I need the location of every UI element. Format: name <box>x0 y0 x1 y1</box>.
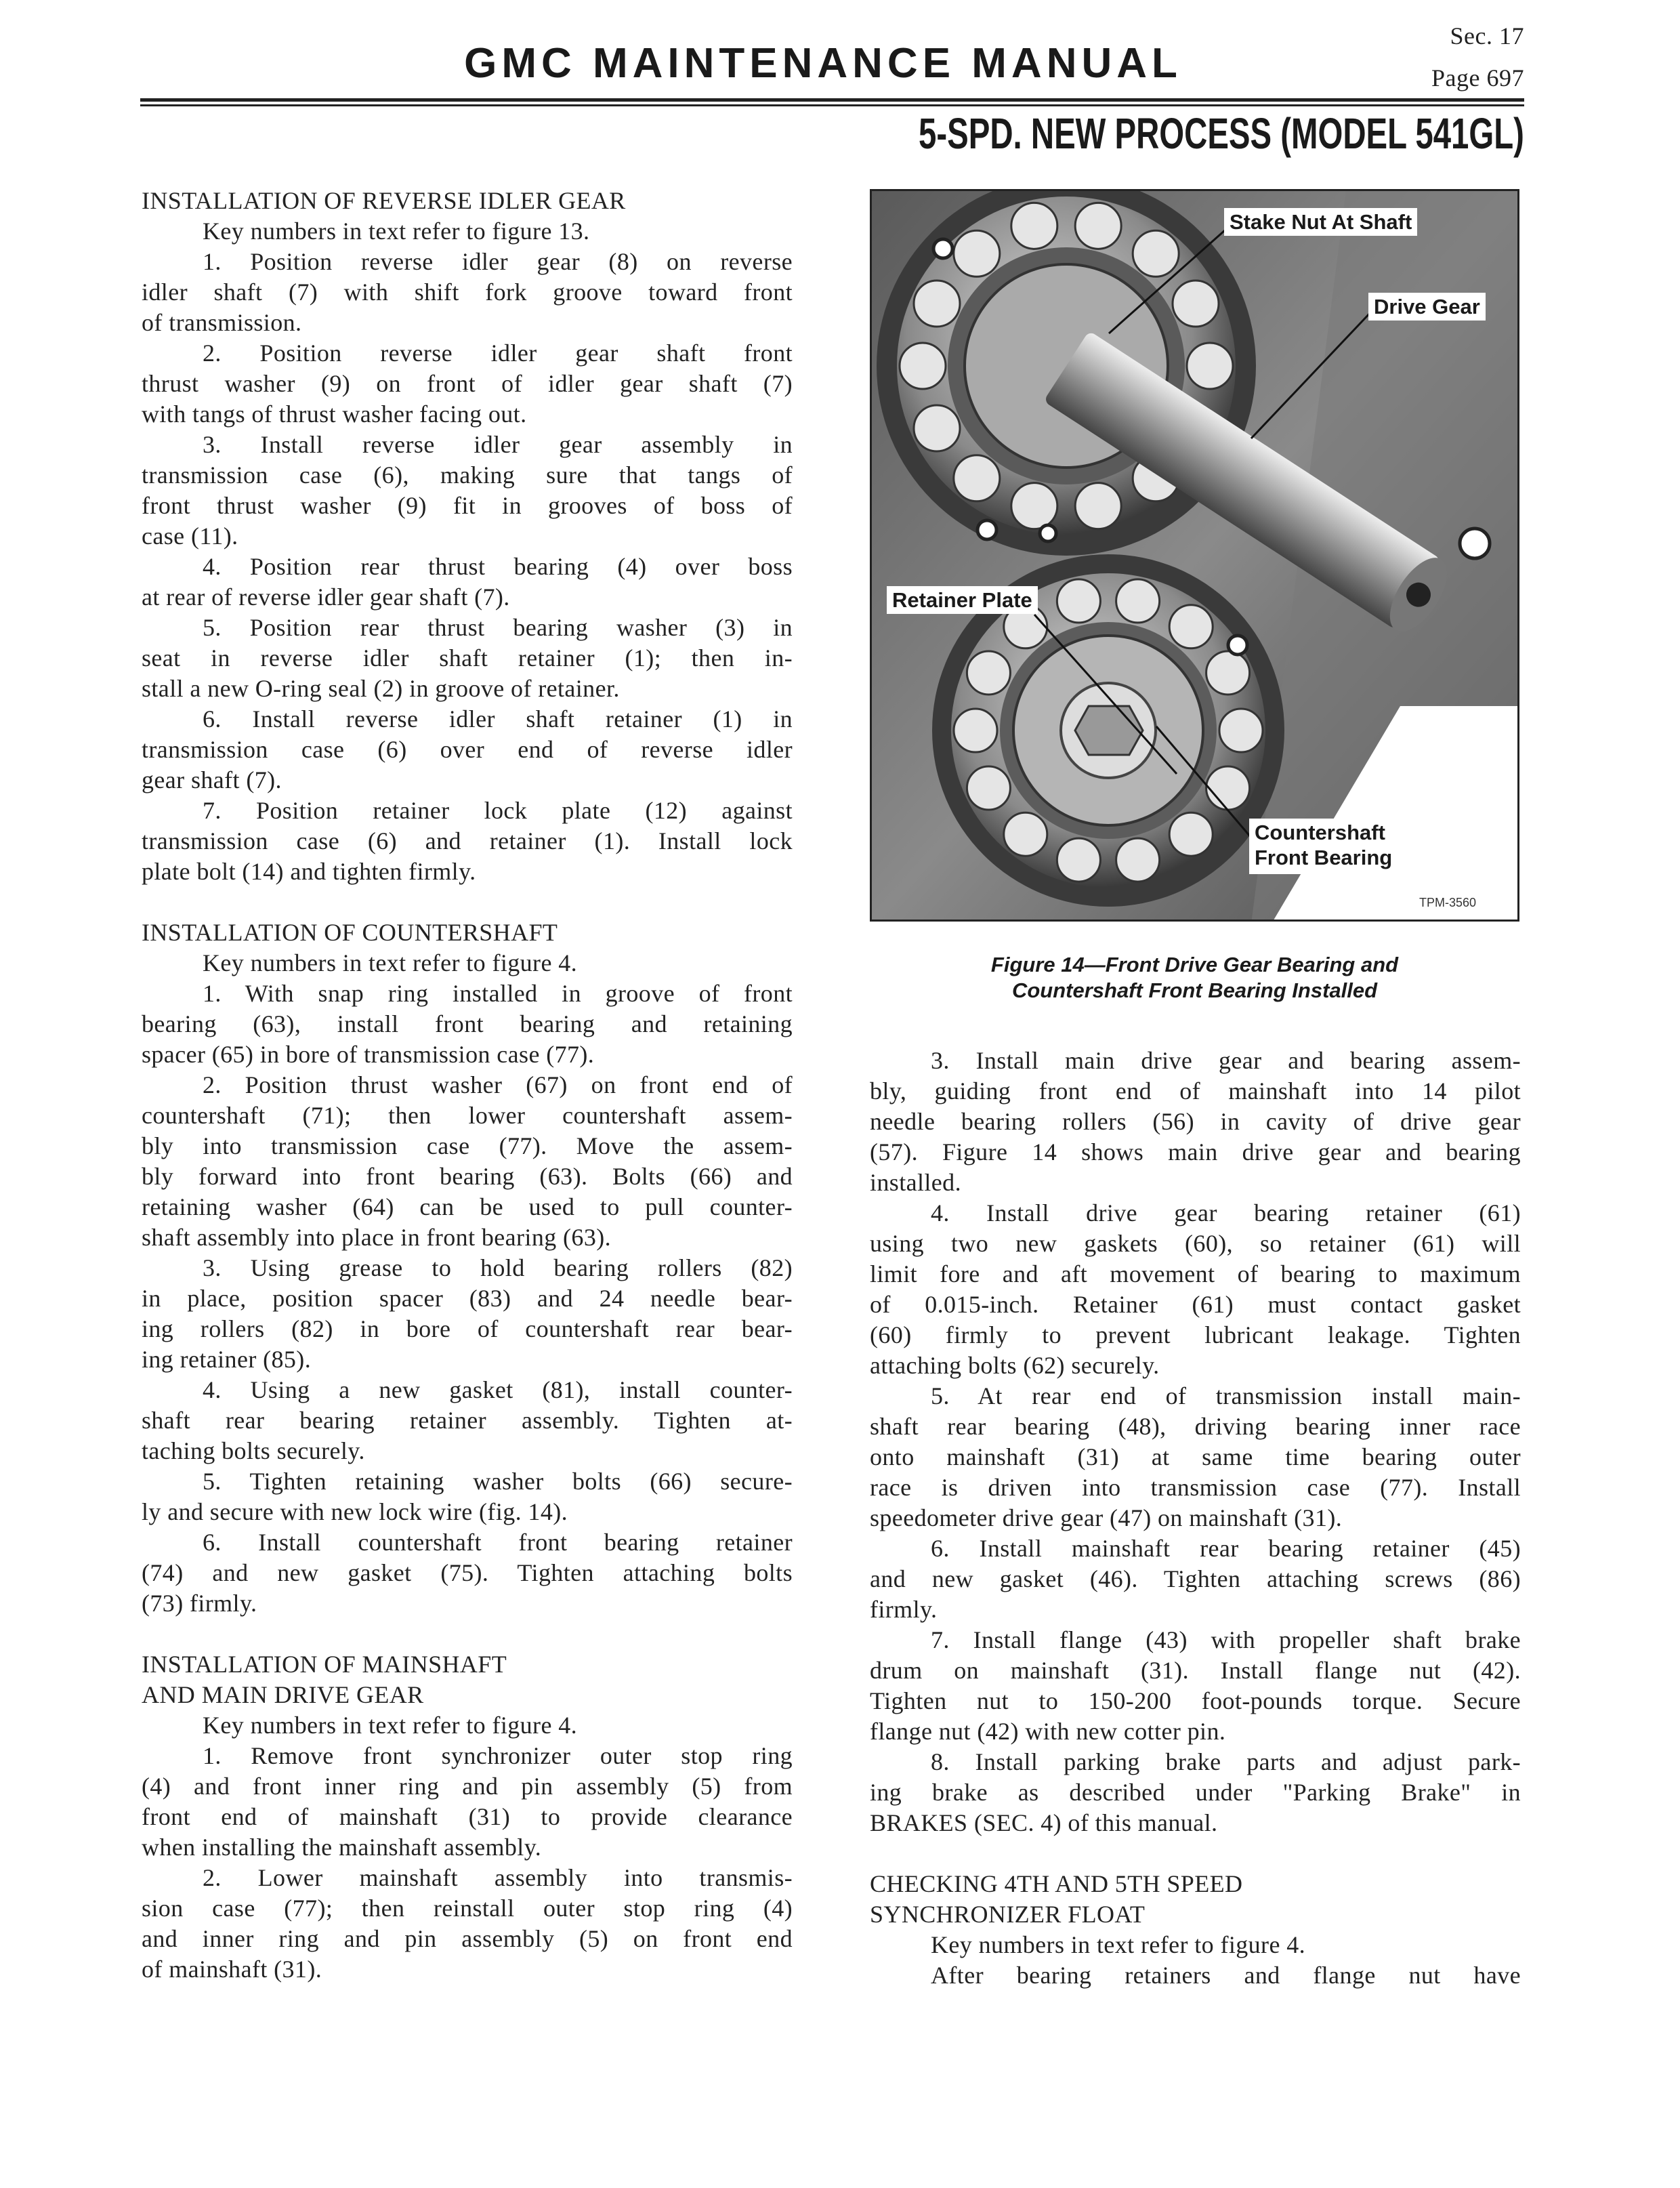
callout-line: Countershaft <box>1255 821 1385 844</box>
text-line: ing brake as described under "Parking Brake" in <box>870 1779 1521 1806</box>
text-line: SYNCHRONIZER FLOAT <box>870 1901 1146 1928</box>
bearing-ball <box>1187 343 1233 389</box>
text-line: After bearing retainers and flange nut have <box>931 1962 1521 1989</box>
text-line: 6. Install mainshaft rear bearing retainer (45) <box>931 1535 1521 1562</box>
paragraph <box>142 1710 793 1741</box>
text-line: 5. Position rear thrust bearing washer (3) in <box>203 614 793 641</box>
bearing-ball <box>954 709 997 752</box>
text-line: shaft rear bearing (48), driving bearing inner race <box>870 1413 1521 1440</box>
text-line: taching bolts securely. <box>142 1437 365 1464</box>
text-line: 8. Install parking brake parts and adjust park- <box>931 1748 1521 1775</box>
photo-code: TPM-3560 <box>1419 896 1477 909</box>
paragraph <box>142 1741 793 1863</box>
section-spacer <box>870 1838 1521 1869</box>
chapter-subtitle: 5-SPD. NEW PROCESS (MODEL 541GL) <box>919 109 1524 158</box>
section-heading <box>142 1649 793 1710</box>
text-line: 2. Lower mainshaft assembly into transmis- <box>203 1864 793 1891</box>
text-line: 3. Install main drive gear and bearing assem- <box>931 1047 1521 1074</box>
bearing-ball <box>1116 579 1160 623</box>
paragraph <box>142 430 793 552</box>
text-line: front thrust washer (9) fit in grooves of boss of <box>142 492 793 519</box>
text-line: 4. Using a new gasket (81), install counter- <box>203 1376 793 1403</box>
bearing-ball <box>1133 230 1179 276</box>
text-line: transmission case (6) and retainer (1). Install lock <box>142 827 793 854</box>
text-line: ly and secure with new lock wire (fig. 14). <box>142 1498 568 1525</box>
text-line: 7. Position retainer lock plate (12) against <box>203 797 793 824</box>
paragraph <box>142 704 793 796</box>
bearing-ball <box>1011 483 1057 529</box>
text-line: bly forward into front bearing (63). Bolts (66) and <box>142 1163 793 1190</box>
text-line: transmission case (6), making sure that tangs of <box>142 461 793 489</box>
section-spacer <box>142 1619 793 1649</box>
text-line: Key numbers in text refer to figure 4. <box>203 949 578 976</box>
text-line: needle bearing rollers (56) in cavity of drive gear <box>870 1108 1521 1135</box>
callout-retainer-plate: Retainer Plate <box>887 586 1038 614</box>
paragraph <box>142 1070 793 1253</box>
text-line: 5. At rear end of transmission install main- <box>931 1382 1521 1409</box>
text-line: seat in reverse idler shaft retainer (1); then in- <box>142 644 793 672</box>
section-heading <box>142 917 793 948</box>
left-column <box>142 186 793 1985</box>
paragraph <box>142 978 793 1070</box>
callout-countershaft-bearing <box>1249 819 1398 874</box>
text-line: 3. Using grease to hold bearing rollers (82) <box>203 1254 793 1281</box>
paragraph <box>142 247 793 338</box>
text-line: Key numbers in text refer to figure 4. <box>931 1931 1306 1958</box>
text-line: installed. <box>870 1169 961 1196</box>
header-rule <box>140 104 1524 106</box>
text-line: transmission case (6) over end of reverse idler <box>142 736 793 763</box>
callout-stake-nut: Stake Nut At Shaft <box>1224 208 1417 236</box>
text-line: idler shaft (7) with shift fork groove toward front <box>142 278 793 306</box>
paragraph <box>142 216 793 247</box>
section-spacer <box>142 887 793 917</box>
text-line: 7. Install flange (43) with propeller shaft brake <box>931 1626 1521 1653</box>
bearing-ball <box>1169 605 1213 648</box>
text-line: (57). Figure 14 shows main drive gear and bearing <box>870 1138 1521 1165</box>
manual-title: GMC MAINTENANCE MANUAL <box>464 40 1182 87</box>
text-line: in place, position spacer (83) and 24 needle bear- <box>142 1285 793 1312</box>
text-line: ing retainer (85). <box>142 1346 312 1373</box>
caption-line: Figure 14—Front Drive Gear Bearing and <box>990 953 1399 976</box>
bearing-ball <box>954 455 1000 501</box>
text-line: 2. Position reverse idler gear shaft front <box>203 339 793 367</box>
text-line: gear shaft (7). <box>142 766 282 793</box>
text-line: 2. Position thrust washer (67) on front end of <box>203 1071 793 1098</box>
text-line: Tighten nut to 150-200 foot-pounds torque. Secure <box>870 1687 1521 1714</box>
text-line: of transmission. <box>142 309 302 336</box>
callout-line: Front Bearing <box>1255 846 1393 869</box>
text-line: 5. Tighten retaining washer bolts (66) secure- <box>203 1468 793 1495</box>
text-line: CHECKING 4TH AND 5TH SPEED <box>870 1870 1243 1897</box>
text-line: (60) firmly to prevent lubricant leakage. Tighten <box>870 1321 1521 1348</box>
bearing-ball <box>954 230 1000 276</box>
paragraph <box>870 1625 1521 1747</box>
text-line: AND MAIN DRIVE GEAR <box>142 1681 424 1708</box>
paragraph <box>142 338 793 430</box>
text-line: of 0.015-inch. Retainer (61) must contact gasket <box>870 1291 1521 1318</box>
text-line: 1. Position reverse idler gear (8) on reverse <box>203 248 793 275</box>
bearing-ball <box>1116 838 1160 882</box>
text-line: shaft assembly into place in front bearing (63). <box>142 1224 612 1251</box>
text-line: Key numbers in text refer to figure 13. <box>203 218 590 245</box>
bearing-ball <box>1206 651 1250 695</box>
text-line: INSTALLATION OF COUNTERSHAFT <box>142 919 558 946</box>
text-line: 6. Install countershaft front bearing retainer <box>203 1529 793 1556</box>
page-number: Page 697 <box>1431 64 1524 91</box>
paragraph <box>142 796 793 887</box>
paragraph <box>870 1747 1521 1838</box>
text-line: 4. Position rear thrust bearing (4) over boss <box>203 553 793 580</box>
text-line: (74) and new gasket (75). Tighten attaching bolts <box>142 1559 793 1586</box>
bearing-ball <box>1011 203 1057 249</box>
text-line: using two new gaskets (60), so retainer (61) will <box>870 1230 1521 1257</box>
text-line: 4. Install drive gear bearing retainer (61) <box>931 1199 1521 1226</box>
bearing-ball <box>900 343 946 389</box>
text-line: INSTALLATION OF MAINSHAFT <box>142 1651 507 1678</box>
bearing-ball <box>914 405 960 451</box>
bearing-ball <box>1057 838 1100 882</box>
text-line: (4) and front inner ring and pin assembly (5) from <box>142 1773 793 1800</box>
paragraph <box>142 948 793 978</box>
text-line: 1. With snap ring installed in groove of front <box>203 980 793 1007</box>
paragraph <box>142 1253 793 1375</box>
text-line: bearing (63), install front bearing and retaining <box>142 1010 793 1037</box>
caption-line: Countershaft Front Bearing Installed <box>1011 978 1378 1002</box>
bearing-ball <box>1169 812 1213 856</box>
text-line: at rear of reverse idler gear shaft (7). <box>142 583 510 611</box>
bearing-ball <box>1075 483 1121 529</box>
text-line: shaft rear bearing retainer assembly. Tighten at- <box>142 1407 793 1434</box>
text-line: 1. Remove front synchronizer outer stop ring <box>203 1742 793 1769</box>
text-line: (73) firmly. <box>142 1590 257 1617</box>
text-line: countershaft (71); then lower countershaft assem- <box>142 1102 793 1129</box>
text-line: with tangs of thrust washer facing out. <box>142 400 527 428</box>
paragraph <box>142 1863 793 1985</box>
header-rule <box>140 98 1524 102</box>
text-line: of mainshaft (31). <box>142 1956 322 1983</box>
text-line: bly into transmission case (77). Move the assem- <box>142 1132 793 1159</box>
text-line: limit fore and aft movement of bearing to maximum <box>870 1260 1521 1287</box>
paragraph <box>142 1375 793 1466</box>
paragraph <box>870 1960 1521 1991</box>
text-line: thrust washer (9) on front of idler gear shaft (7) <box>142 370 793 397</box>
text-line: and inner ring and pin assembly (5) on front end <box>142 1925 793 1952</box>
bearing-ball <box>1219 709 1263 752</box>
text-line: sion case (77); then reinstall outer stop ring (4) <box>142 1895 793 1922</box>
text-line: onto mainshaft (31) at same time bearing outer <box>870 1443 1521 1470</box>
text-line: 3. Install reverse idler gear assembly in <box>203 431 793 458</box>
paragraph <box>870 1533 1521 1625</box>
paragraph <box>870 1381 1521 1533</box>
paragraph <box>870 1930 1521 1960</box>
bearing-ball <box>914 281 960 327</box>
text-line: Key numbers in text refer to figure 4. <box>203 1712 578 1739</box>
bearing-ball <box>1206 766 1250 810</box>
right-column <box>870 1046 1521 1991</box>
bearing-ball <box>967 766 1010 810</box>
text-line: attaching bolts (62) securely. <box>870 1352 1160 1379</box>
text-line: retaining washer (64) can be used to pull counter- <box>142 1193 793 1220</box>
bearing-ball <box>1075 203 1121 249</box>
text-line: INSTALLATION OF REVERSE IDLER GEAR <box>142 187 626 214</box>
text-line: and new gasket (46). Tighten attaching screws (86) <box>870 1565 1521 1592</box>
bearing-ball <box>1004 812 1047 856</box>
text-line: drum on mainshaft (31). Install flange nut (42). <box>870 1657 1521 1684</box>
paragraph <box>870 1198 1521 1381</box>
text-line: bly, guiding front end of mainshaft into 14 pilot <box>870 1077 1521 1105</box>
bearing-ball <box>967 651 1010 695</box>
paragraph <box>142 1527 793 1619</box>
text-line: stall a new O-ring seal (2) in groove of retainer. <box>142 675 620 702</box>
bearing-ball <box>1173 281 1219 327</box>
text-line: race is driven into transmission case (77). Install <box>870 1474 1521 1501</box>
text-line: speedometer drive gear (47) on mainshaft (31). <box>870 1504 1343 1531</box>
text-line: spacer (65) in bore of transmission case (77). <box>142 1041 595 1068</box>
text-line: 6. Install reverse idler shaft retainer (1) in <box>203 705 793 732</box>
text-line: BRAKES (SEC. 4) of this manual. <box>870 1809 1218 1836</box>
figure-caption <box>870 952 1519 1004</box>
section-heading <box>142 186 793 216</box>
text-line: firmly. <box>870 1596 938 1623</box>
bearing-ball <box>1057 579 1100 623</box>
text-line: ing rollers (82) in bore of countershaft rear bear- <box>142 1315 793 1342</box>
section-number: Sec. 17 <box>1450 22 1524 49</box>
paragraph <box>142 613 793 704</box>
figure-14-photo <box>870 189 1519 922</box>
text-line: plate bolt (14) and tighten firmly. <box>142 858 476 885</box>
text-line: flange nut (42) with new cotter pin. <box>870 1718 1226 1745</box>
text-line: case (11). <box>142 522 238 550</box>
text-line: front end of mainshaft (31) to provide clearance <box>142 1803 793 1830</box>
section-heading <box>870 1869 1521 1930</box>
text-line: when installing the mainshaft assembly. <box>142 1834 542 1861</box>
paragraph <box>870 1046 1521 1198</box>
paragraph <box>142 552 793 613</box>
callout-drive-gear: Drive Gear <box>1368 293 1486 321</box>
paragraph <box>142 1466 793 1527</box>
